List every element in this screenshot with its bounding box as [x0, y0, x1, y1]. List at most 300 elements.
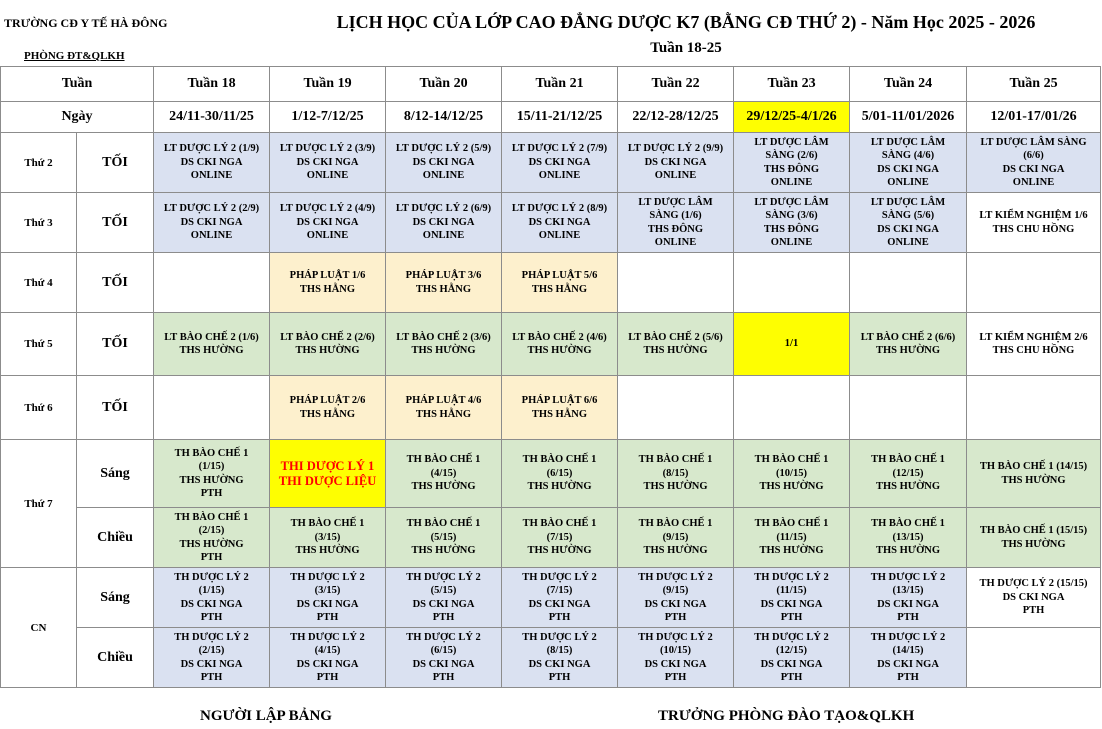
schedule-cell [270, 193, 386, 253]
day-cell: Thứ 7 [1, 440, 77, 568]
schedule-cell-line: THS HƯỜNG [759, 545, 824, 557]
schedule-cell-line: 1/1 [784, 338, 799, 350]
schedule-cell-line: LT DƯỢC LÂM SÀNG [980, 136, 1087, 148]
schedule-cell-line: DS CKI NGA [877, 658, 939, 670]
schedule-cell-line: (4/15) [314, 645, 341, 656]
schedule-cell-line: THS CHU HỒNG [992, 223, 1075, 235]
schedule-cell-line: (13/15) [892, 531, 924, 543]
schedule-cell-line: PHÁP LUẬT 5/6 [521, 270, 598, 281]
schedule-row [1, 440, 1101, 508]
day-cell: Thứ 6 [1, 376, 77, 440]
schedule-cell [618, 508, 734, 568]
schedule-cell-line: LT BÀO CHẾ 2 (4/6) [512, 331, 607, 343]
schedule-cell-line: PTH [897, 672, 919, 683]
schedule-row [1, 193, 1101, 253]
schedule-cell-line: PTH [316, 612, 339, 623]
schedule-cell [154, 568, 270, 628]
schedule-cell-line: DS CKI NGA [877, 223, 939, 235]
schedule-cell-line: SÀNG (3/6) [765, 210, 818, 221]
schedule-cell-line: TH DƯỢC LÝ 2 [522, 631, 597, 643]
schedule-cell-line: THS CHU HỒNG [992, 345, 1075, 356]
schedule-cell-line: PHÁP LUẬT 3/6 [405, 270, 482, 281]
schedule-cell-line: THS HƯỜNG [411, 345, 476, 356]
schedule-cell [734, 508, 850, 568]
schedule-cell-line: DS CKI NGA [296, 216, 359, 228]
schedule-cell [386, 313, 502, 376]
schedule-cell-line: THS HẰNG [299, 283, 356, 295]
schedule-cell-line: (9/15) [662, 585, 689, 596]
schedule-cell [270, 313, 386, 376]
schedule-cell-line: THS HƯỜNG [179, 345, 244, 356]
week-header-cell: Tuần 22 [618, 67, 734, 102]
schedule-cell-line: TH BÀO CHẾ 1 [174, 447, 249, 459]
schedule-cell [850, 253, 967, 313]
schedule-cell [850, 440, 967, 508]
schedule-cell [967, 133, 1101, 193]
schedule-cell [734, 133, 850, 193]
schedule-cell [386, 253, 502, 313]
schedule-cell-line: (7/15) [546, 585, 573, 596]
date-cell: 5/01-11/01/2026 [850, 102, 967, 133]
schedule-cell [967, 313, 1101, 376]
schedule-cell [154, 508, 270, 568]
schedule-cell-line: TH BÀO CHẾ 1 (15/15) [979, 525, 1088, 536]
schedule-cell-line: LT KIỂM NGHIỆM 1/6 [979, 210, 1088, 221]
schedule-cell-line: THS HƯỜNG [875, 545, 941, 557]
schedule-cell [618, 313, 734, 376]
schedule-cell-line: PTH [548, 672, 571, 683]
schedule-cell-line: THS ĐÔNG [763, 163, 820, 175]
schedule-cell-line: TH BÀO CHẾ 1 [638, 518, 713, 530]
day-cell: Thứ 2 [1, 133, 77, 193]
schedule-row [1, 133, 1101, 193]
schedule-cell-line: THS HẰNG [531, 283, 588, 295]
schedule-cell-line: LT DƯỢC LÝ 2 (4/9) [279, 203, 376, 215]
schedule-cell-line: DS CKI NGA [412, 216, 475, 228]
schedule-cell-line: THS HƯỜNG [759, 481, 824, 493]
schedule-cell-line: TH DƯỢC LÝ 2 [754, 571, 829, 583]
week-range: Tuần 18-25 [650, 40, 722, 56]
schedule-cell [734, 376, 850, 440]
schedule-cell-line: LT DƯỢC LÝ 2 (3/9) [279, 143, 376, 155]
schedule-cell [154, 440, 270, 508]
schedule-cell-line: TH DƯỢC LÝ 2 [870, 571, 946, 583]
schedule-cell-line: ONLINE [654, 237, 697, 248]
department-name: PHÒNG ĐT&QLKH [24, 50, 125, 62]
schedule-cell-line: TH BÀO CHẾ 1 [754, 518, 829, 530]
schedule-cell-line: DS CKI NGA [296, 658, 359, 670]
schedule-cell [967, 193, 1101, 253]
schedule-cell-line: THS HƯỜNG [1001, 474, 1066, 486]
week-header-cell: Tuần 20 [386, 67, 502, 102]
schedule-row [1, 508, 1101, 568]
date-label: Ngày [1, 102, 154, 133]
schedule-cell-line: ONLINE [538, 230, 581, 242]
schedule-cell-line: DS CKI NGA [180, 598, 243, 610]
schedule-cell-line: ONLINE [538, 170, 581, 182]
schedule-cell [618, 376, 734, 440]
schedule-cell [154, 193, 270, 253]
schedule-cell-line: DS CKI NGA [296, 156, 359, 168]
schedule-cell-line: (1/15) [198, 585, 225, 596]
schedule-cell-line: PTH [780, 672, 803, 683]
week-header-row [1, 67, 1101, 102]
schedule-cell-line: DS CKI NGA [412, 156, 475, 168]
session-cell: TỐI [77, 376, 154, 440]
schedule-cell-line: PTH [200, 488, 223, 499]
schedule-cell-line: DS CKI NGA [1002, 591, 1065, 603]
schedule-cell-line: (10/15) [660, 645, 691, 656]
schedule-cell-line: THS HƯỜNG [411, 481, 476, 493]
schedule-cell [502, 568, 618, 628]
schedule-cell-line: TH DƯỢC LÝ 2 [638, 631, 713, 643]
schedule-cell-line: SÀNG (2/6) [765, 150, 818, 161]
schedule-cell [502, 508, 618, 568]
schedule-cell-line: DS CKI NGA [180, 156, 243, 168]
day-cell: CN [1, 568, 77, 688]
schedule-cell-line: THS HƯỜNG [643, 345, 708, 356]
schedule-cell [386, 440, 502, 508]
schedule-cell-line: THS HƯỜNG [527, 345, 592, 356]
preparer-signature-label: NGƯỜI LẬP BẢNG [200, 708, 332, 724]
schedule-cell-line: TH BÀO CHẾ 1 [522, 454, 597, 466]
head-signature-label: TRƯỞNG PHÒNG ĐÀO TẠO&QLKH [658, 708, 915, 724]
schedule-cell-line: (11/15) [776, 531, 807, 543]
schedule-cell [502, 376, 618, 440]
schedule-cell-line: DS CKI NGA [180, 658, 243, 670]
schedule-cell [270, 253, 386, 313]
session-cell: Sáng [77, 440, 154, 508]
schedule-cell-line: (11/15) [776, 585, 807, 596]
schedule-cell [618, 133, 734, 193]
schedule-cell [154, 253, 270, 313]
schedule-cell-line: TH DƯỢC LÝ 2 [406, 571, 481, 583]
schedule-cell-line: TH DƯỢC LÝ 2 [522, 571, 597, 583]
schedule-cell [618, 193, 734, 253]
schedule-cell-line: TH DƯỢC LÝ 2 (15/15) [979, 578, 1088, 590]
schedule-cell [850, 376, 967, 440]
schedule-cell-line: ONLINE [1012, 177, 1055, 188]
date-cell: 8/12-14/12/25 [386, 102, 502, 133]
schedule-cell [270, 508, 386, 568]
schedule-cell-line: PTH [432, 612, 455, 623]
schedule-cell [154, 133, 270, 193]
schedule-cell-line: THS HƯỜNG [875, 481, 941, 493]
date-row [1, 102, 1101, 133]
date-cell: 12/01-17/01/26 [967, 102, 1101, 133]
schedule-cell-line: PTH [897, 612, 919, 623]
schedule-cell-line: ONLINE [422, 230, 465, 242]
schedule-cell-line: THS ĐÔNG [647, 223, 704, 235]
schedule-cell-line: (2/15) [198, 645, 225, 656]
schedule-cell [502, 440, 618, 508]
schedule-cell-line: PTH [200, 672, 223, 683]
schedule-cell-line: TH DƯỢC LÝ 2 [754, 631, 829, 643]
schedule-cell-line: (8/15) [546, 645, 573, 656]
schedule-cell-line: PTH [780, 612, 803, 623]
schedule-cell-line: ONLINE [306, 170, 349, 182]
schedule-cell [967, 440, 1101, 508]
schedule-cell-line: LT DƯỢC LÝ 2 (9/9) [627, 143, 724, 155]
schedule-cell-line: DS CKI NGA [877, 598, 939, 610]
schedule-cell [734, 440, 850, 508]
week-label: Tuần [1, 67, 154, 102]
schedule-cell-line: TH DƯỢC LÝ 2 [174, 571, 249, 583]
schedule-cell-line: (6/15) [546, 467, 573, 479]
schedule-cell-line: ONLINE [190, 230, 233, 242]
week-header-cell: Tuần 24 [850, 67, 967, 102]
schedule-cell [502, 133, 618, 193]
schedule-cell-line: (1/15) [198, 461, 225, 472]
schedule-cell-line: TH BÀO CHẾ 1 [638, 454, 713, 466]
schedule-cell [734, 313, 850, 376]
schedule-cell-line: DS CKI NGA [528, 598, 591, 610]
schedule-cell-line: THS HƯỜNG [295, 545, 360, 557]
schedule-cell [502, 628, 618, 688]
schedule-cell-line: LT BÀO CHẾ 2 (6/6) [860, 331, 956, 343]
schedule-row [1, 313, 1101, 376]
schedule-cell-line: TH DƯỢC LÝ 2 [870, 631, 946, 643]
schedule-cell-line: TH BÀO CHẾ 1 [754, 454, 829, 466]
schedule-cell [734, 253, 850, 313]
schedule-cell-line: LT DƯỢC LÝ 2 (2/9) [163, 203, 260, 215]
schedule-cell-line: TH DƯỢC LÝ 2 [290, 631, 365, 643]
schedule-cell [386, 193, 502, 253]
schedule-cell-line: TH BÀO CHẾ 1 [871, 454, 945, 466]
schedule-cell [967, 628, 1101, 688]
schedule-cell [850, 193, 967, 253]
schedule-cell-line: TH DƯỢC LÝ 2 [290, 571, 365, 583]
schedule-cell-line: (8/15) [662, 467, 689, 479]
date-cell: 24/11-30/11/25 [154, 102, 270, 133]
schedule-table [0, 66, 1101, 688]
schedule-cell-line: ONLINE [654, 170, 697, 182]
day-cell: Thứ 5 [1, 313, 77, 376]
schedule-cell-line: DS CKI NGA [760, 658, 823, 670]
schedule-cell-line: (3/15) [314, 585, 341, 596]
schedule-cell-line: THS HƯỜNG [1001, 538, 1066, 550]
date-cell: 22/12-28/12/25 [618, 102, 734, 133]
schedule-cell-line: PHÁP LUẬT 2/6 [289, 395, 366, 406]
schedule-cell [270, 376, 386, 440]
schedule-row [1, 628, 1101, 688]
schedule-cell-line: LT BÀO CHẾ 2 (1/6) [164, 331, 259, 343]
schedule-cell-line: TH DƯỢC LÝ 2 [406, 631, 481, 643]
schedule-cell-line: DS CKI NGA [1002, 163, 1065, 175]
schedule-cell-line: PTH [432, 672, 455, 683]
schedule-cell [502, 313, 618, 376]
week-header-cell: Tuần 21 [502, 67, 618, 102]
schedule-cell-line: (5/15) [430, 585, 457, 596]
session-cell: TỐI [77, 193, 154, 253]
schedule-cell [850, 628, 967, 688]
schedule-cell-line: DS CKI NGA [760, 598, 823, 610]
schedule-cell-line: LT DƯỢC LÝ 2 (6/9) [395, 203, 492, 215]
date-cell: 1/12-7/12/25 [270, 102, 386, 133]
schedule-cell [850, 313, 967, 376]
schedule-cell [734, 193, 850, 253]
schedule-cell-line: (12/15) [776, 645, 807, 656]
schedule-cell-line: DS CKI NGA [528, 658, 591, 670]
schedule-cell-line: THS HƯỜNG [527, 481, 592, 493]
schedule-cell [618, 253, 734, 313]
schedule-cell-line: (6/6) [1023, 150, 1044, 161]
schedule-cell-line: (5/15) [430, 531, 457, 543]
schedule-cell-line: (4/15) [430, 467, 457, 479]
schedule-cell-line: LT DƯỢC LÝ 2 (1/9) [163, 143, 260, 155]
week-header-cell: Tuần 18 [154, 67, 270, 102]
schedule-cell-line: LT DƯỢC LÂM [754, 136, 829, 148]
schedule-cell-line: TH DƯỢC LÝ 2 [638, 571, 713, 583]
schedule-cell [618, 568, 734, 628]
schedule-cell-line: LT DƯỢC LÂM [870, 136, 946, 148]
schedule-cell-line: DS CKI NGA [528, 156, 591, 168]
schedule-cell-line: THS HƯỜNG [643, 481, 708, 493]
schedule-cell-line: PTH [664, 672, 687, 683]
schedule-cell [618, 628, 734, 688]
schedule-cell-line: LT DƯỢC LÝ 2 (8/9) [511, 203, 608, 215]
schedule-cell [502, 253, 618, 313]
schedule-cell-line: SÀNG (5/6) [881, 210, 935, 221]
schedule-cell-line: (10/15) [776, 467, 807, 479]
schedule-cell [967, 568, 1101, 628]
schedule-cell-line: ONLINE [887, 177, 929, 188]
schedule-cell-line: ONLINE [770, 177, 813, 188]
schedule-cell-line: DS CKI NGA [180, 216, 243, 228]
schedule-cell-line: PTH [664, 612, 687, 623]
schedule-cell [967, 253, 1101, 313]
schedule-cell-line: THS HƯỜNG [411, 545, 476, 557]
schedule-cell [270, 133, 386, 193]
schedule-cell-line: (7/15) [546, 531, 573, 543]
date-cell: 15/11-21/12/25 [502, 102, 618, 133]
schedule-cell-line: TH DƯỢC LÝ 2 [174, 631, 249, 643]
schedule-cell [154, 628, 270, 688]
session-cell: Chiều [77, 628, 154, 688]
schedule-cell-line: TH BÀO CHẾ 1 (14/15) [979, 461, 1088, 472]
week-header-cell: Tuần 25 [967, 67, 1101, 102]
schedule-cell [850, 508, 967, 568]
schedule-cell-line: THS HƯỜNG [295, 345, 360, 356]
schedule-row [1, 568, 1101, 628]
session-cell: TỐI [77, 133, 154, 193]
schedule-cell-line: (3/15) [314, 531, 341, 543]
schedule-cell-line: LT DƯỢC LÝ 2 (7/9) [511, 143, 608, 155]
schedule-cell [270, 628, 386, 688]
schedule-cell [386, 376, 502, 440]
schedule-cell-line: THS HƯỜNG [875, 345, 941, 356]
schedule-cell [270, 440, 386, 508]
schedule-cell-line: LT BÀO CHẾ 2 (3/6) [396, 331, 491, 343]
schedule-cell-line: PTH [548, 612, 571, 623]
schedule-cell-line: ONLINE [190, 170, 233, 182]
day-cell: Thứ 3 [1, 193, 77, 253]
schedule-cell [154, 313, 270, 376]
schedule-cell-line: DS CKI NGA [644, 598, 707, 610]
schedule-cell-line: PHÁP LUẬT 4/6 [405, 395, 482, 406]
schedule-cell [270, 568, 386, 628]
schedule-cell-line: DS CKI NGA [877, 163, 939, 175]
schedule-cell [967, 508, 1101, 568]
schedule-cell-line: LT BÀO CHẾ 2 (2/6) [280, 331, 375, 343]
schedule-cell [850, 133, 967, 193]
schedule-cell [967, 376, 1101, 440]
schedule-cell-line: LT DƯỢC LÂM [870, 196, 946, 208]
schedule-cell-line: SÀNG (4/6) [881, 150, 935, 161]
session-cell: Sáng [77, 568, 154, 628]
school-name: TRƯỜNG CĐ Y TẾ HÀ ĐÔNG [4, 16, 168, 30]
schedule-cell-line: PHÁP LUẬT 1/6 [289, 270, 366, 281]
schedule-cell-line: THS HƯỜNG [527, 545, 592, 557]
schedule-cell-line: PTH [316, 672, 339, 683]
schedule-cell-line: ONLINE [887, 237, 929, 248]
schedule-cell-line: THS HƯỜNG [643, 545, 708, 557]
schedule-cell-line: DS CKI NGA [644, 156, 707, 168]
schedule-cell-line: ONLINE [306, 230, 349, 242]
schedule-cell-line: ONLINE [770, 237, 813, 248]
schedule-cell-line: LT DƯỢC LÂM [638, 196, 713, 208]
schedule-cell-line: ONLINE [422, 170, 465, 182]
schedule-cell-line: LT KIỂM NGHIỆM 2/6 [979, 331, 1088, 343]
date-cell: 29/12/25-4/1/26 [734, 102, 850, 133]
schedule-cell-line: TH BÀO CHẾ 1 [290, 518, 365, 530]
schedule-cell [154, 376, 270, 440]
schedule-cell-line: THS HẰNG [531, 408, 588, 420]
schedule-cell-line: PTH [200, 612, 223, 623]
schedule-cell-line: (12/15) [892, 467, 924, 479]
schedule-cell-line: THS HƯỜNG [179, 474, 244, 486]
schedule-cell [850, 568, 967, 628]
schedule-cell [386, 568, 502, 628]
schedule-cell-line: PHÁP LUẬT 6/6 [521, 395, 598, 406]
schedule-cell-line: DS CKI NGA [412, 658, 475, 670]
schedule-cell-line: THS HẰNG [415, 408, 472, 420]
schedule-cell-line: THI DƯỢC LIỆU [278, 473, 377, 488]
schedule-cell-line: SÀNG (1/6) [649, 210, 702, 221]
week-header-cell: Tuần 23 [734, 67, 850, 102]
schedule-row [1, 253, 1101, 313]
schedule-cell-line: TH BÀO CHẾ 1 [522, 518, 597, 530]
schedule-cell [386, 133, 502, 193]
schedule-cell [618, 440, 734, 508]
schedule-cell-line: DS CKI NGA [528, 216, 591, 228]
schedule-cell-line: THS ĐÔNG [763, 223, 820, 235]
schedule-cell-line: THS HẰNG [415, 283, 472, 295]
schedule-cell-line: (2/15) [198, 525, 225, 536]
schedule-cell-line: TH BÀO CHẾ 1 [406, 454, 481, 466]
schedule-cell-line: TH BÀO CHẾ 1 [174, 511, 249, 523]
schedule-cell [502, 193, 618, 253]
schedule-cell-line: (9/15) [662, 531, 689, 543]
schedule-row [1, 376, 1101, 440]
schedule-cell-line: (14/15) [892, 645, 924, 656]
schedule-cell-line: DS CKI NGA [296, 598, 359, 610]
schedule-cell [734, 568, 850, 628]
schedule-cell-line: (6/15) [430, 645, 457, 656]
schedule-cell [386, 628, 502, 688]
schedule-cell-line: LT DƯỢC LÂM [754, 196, 829, 208]
schedule-cell-line: TH BÀO CHẾ 1 [406, 518, 481, 530]
day-cell: Thứ 4 [1, 253, 77, 313]
session-cell: TỐI [77, 253, 154, 313]
schedule-cell [734, 628, 850, 688]
schedule-cell [386, 508, 502, 568]
schedule-cell-line: PTH [1022, 605, 1045, 617]
schedule-cell-line: LT BÀO CHẾ 2 (5/6) [628, 331, 723, 343]
schedule-cell-line: DS CKI NGA [412, 598, 475, 610]
page-title: LỊCH HỌC CỦA LỚP CAO ĐẲNG DƯỢC K7 (BẰNG CĐ THỨ 2) - Năm Học 2025 - 2026 [336, 12, 1036, 32]
schedule-cell-line: TH BÀO CHẾ 1 [871, 518, 945, 530]
